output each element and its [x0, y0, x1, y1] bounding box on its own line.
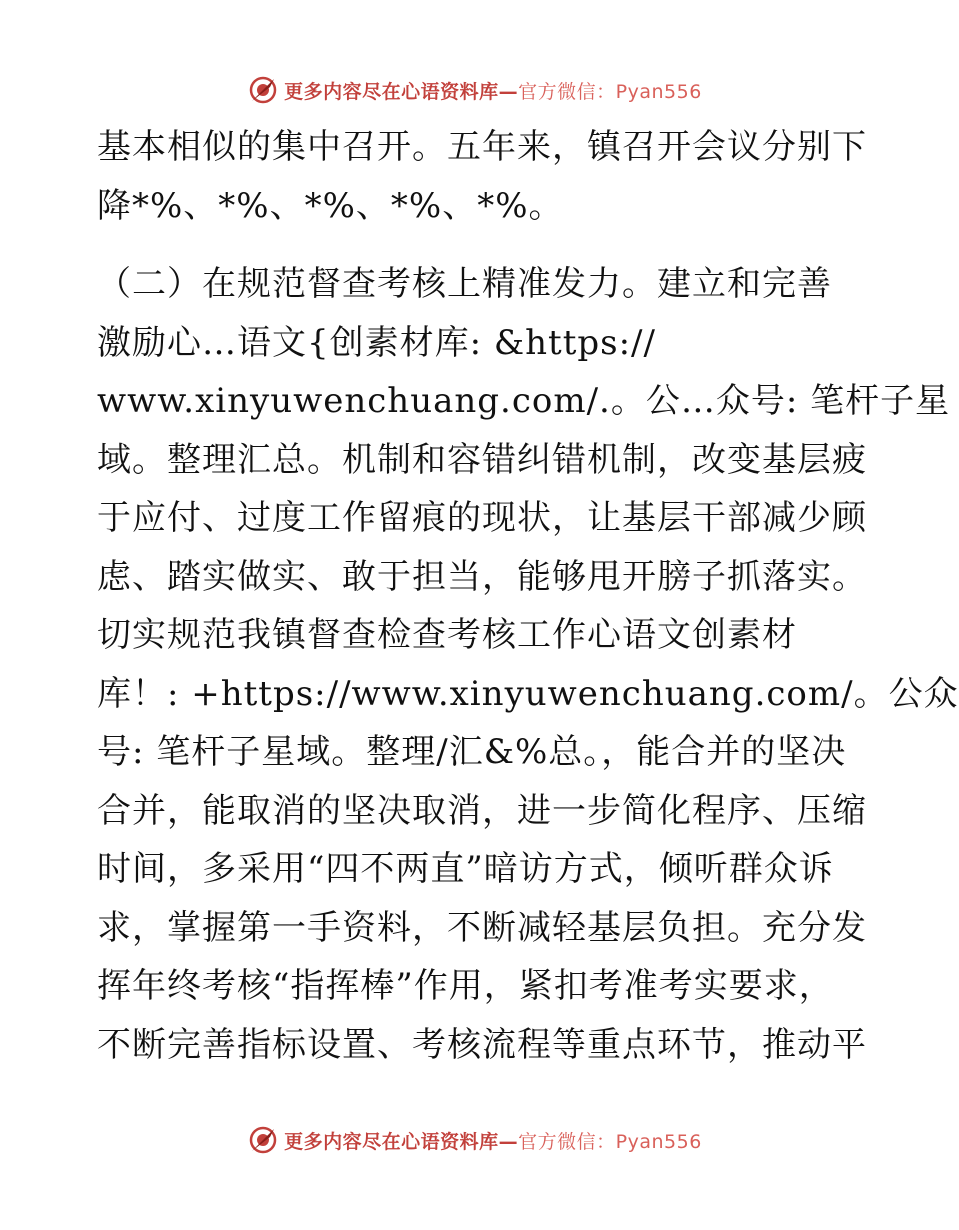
body-line: 激励心…语文{创素材库: &https://	[97, 322, 656, 363]
body-line: 求，掌握第一手资料，不断减轻基层负担。充分发	[97, 907, 867, 948]
footer-brand-text: 更多内容尽在心语资料库	[284, 1130, 499, 1153]
body-line: 虑、踏实做实、敢于担当，能够甩开膀子抓落实。	[97, 556, 867, 597]
body-line: 基本相似的集中召开。五年来，镇召开会议分别下	[97, 127, 867, 167]
body-line: 合并，能取消的坚决取消，进一步简化程序、压缩	[97, 790, 867, 831]
header-brand-text: 更多内容尽在心语资料库	[284, 80, 499, 103]
paragraph-gap	[97, 235, 857, 255]
quill-logo-icon	[248, 1125, 278, 1155]
body-line: （二）在规范督查考核上精准发力。建立和完善	[97, 264, 832, 304]
body-line: 时间，多采用“四不两直”暗访方式，倾听群众诉	[97, 849, 834, 889]
body-line: 库！: +https://www.xinyuwenchuang.com/。公众	[97, 673, 959, 714]
quill-logo-icon	[248, 75, 278, 105]
body-line: 不断完善指标设置、考核流程等重点环节，推动平	[97, 1024, 867, 1065]
footer-banner-text	[284, 1127, 702, 1154]
header-banner-text	[284, 77, 702, 104]
header-banner	[0, 70, 950, 110]
body-line: 切实规范我镇督查检查考核工作心语文创素材	[97, 615, 797, 655]
footer-wechat-label: 官方微信：Pyan556	[518, 1130, 702, 1153]
header-dash: —	[498, 80, 519, 103]
footer-dash: —	[498, 1130, 519, 1153]
body-line: 域。整理汇总。机制和容错纠错机制，改变基层疲	[97, 439, 867, 480]
body-line: 降*%、*%、*%、*%、*%。	[97, 185, 564, 226]
document-body	[97, 118, 959, 1074]
header-wechat-label: 官方微信：Pyan556	[518, 80, 702, 103]
body-line: www.xinyuwenchuang.com/.。公…众号: 笔杆子星	[97, 381, 951, 421]
body-line: 号: 笔杆子星域。整理/汇&%总。，能合并的坚决	[97, 732, 847, 772]
body-line: 挥年终考核“指挥棒”作用，紧扣考准考实要求，	[97, 966, 834, 1006]
footer-banner	[0, 1120, 950, 1160]
body-line: 于应付、过度工作留痕的现状，让基层干部减少顾	[97, 498, 867, 538]
